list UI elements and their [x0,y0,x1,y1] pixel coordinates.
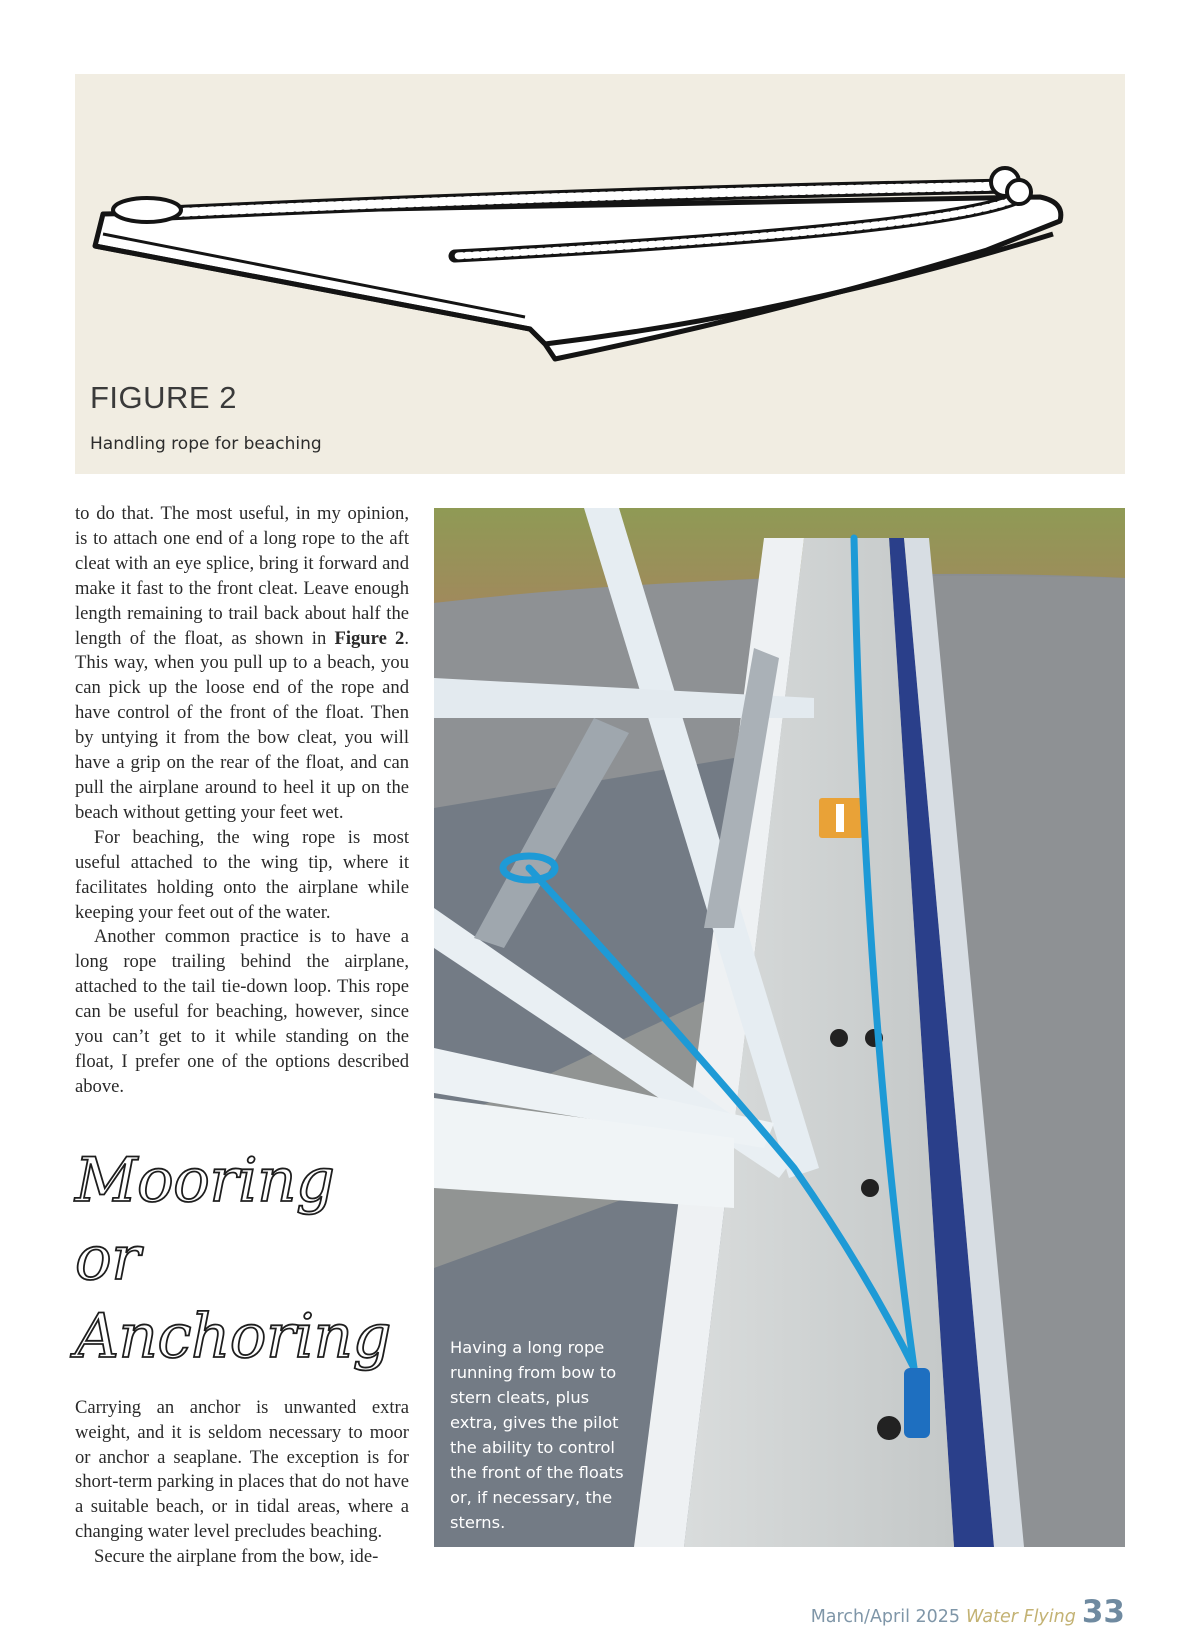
section-headline: Mooring or Anchoring [75,1144,392,1372]
page-number: 33 [1081,1594,1125,1630]
paragraph-2: For beaching, the wing rope is most useful attached to the wing tip, where it facilitates holding onto the airplane while keeping your feet out of the water. [75,826,409,923]
paragraph-1: to do that. The most useful, in my opinion, is to attach one end of a long rope to the aft cleat with an eye splice, bring it forward and make it fast to the front cleat. Leave enough length remaining to trail back about half the length of the float, as shown in Figure 2. This way, when you pull up to a beach, you can pick up the loose end of the rope and have control of the front of the float. Then by untying it from the bow cleat, you will have a grip on the rear of the float, and can pull the airplane around to heel it up on the beach without getting your feet wet. [75,503,409,823]
figure-label: FIGURE 2 [90,380,237,415]
figure-2-panel [75,74,1125,474]
issue-date: March/April 2025 [810,1607,961,1627]
paragraph-3: Another common practice is to have a long rope trailing behind the airplane, attached to the tail tie-down loop. This rope can be useful for beaching, however, since you can’t get to it while standing on the float, I prefer one of the options described above. [75,926,409,1097]
float-rope-illustration [75,74,1125,374]
article-column [75,502,409,1570]
page-footer [811,1594,1125,1630]
figure-reference: Figure 2 [334,627,405,649]
aft-cleat [113,198,181,222]
photo-caption: Having a long rope running from bow to stern cleats, plus extra, gives the pilot the ability to control the front of the floats or, if necessary, the sterns. [450,1338,624,1532]
magazine-name: Water Flying [966,1607,1076,1627]
paragraph-4: Carrying an anchor is unwanted extra weight, and it is seldom necessary to moor or anchor a seaplane. The exception is for short-term parking in places that do not have a suitable beach, or in tidal areas, where a changing water level precludes beaching. [75,1396,409,1543]
figure-caption: Handling rope for beaching [90,434,322,454]
paragraph-5: Secure the airplane from the bow, ide- [94,1546,379,1568]
float-photo [434,508,1125,1547]
